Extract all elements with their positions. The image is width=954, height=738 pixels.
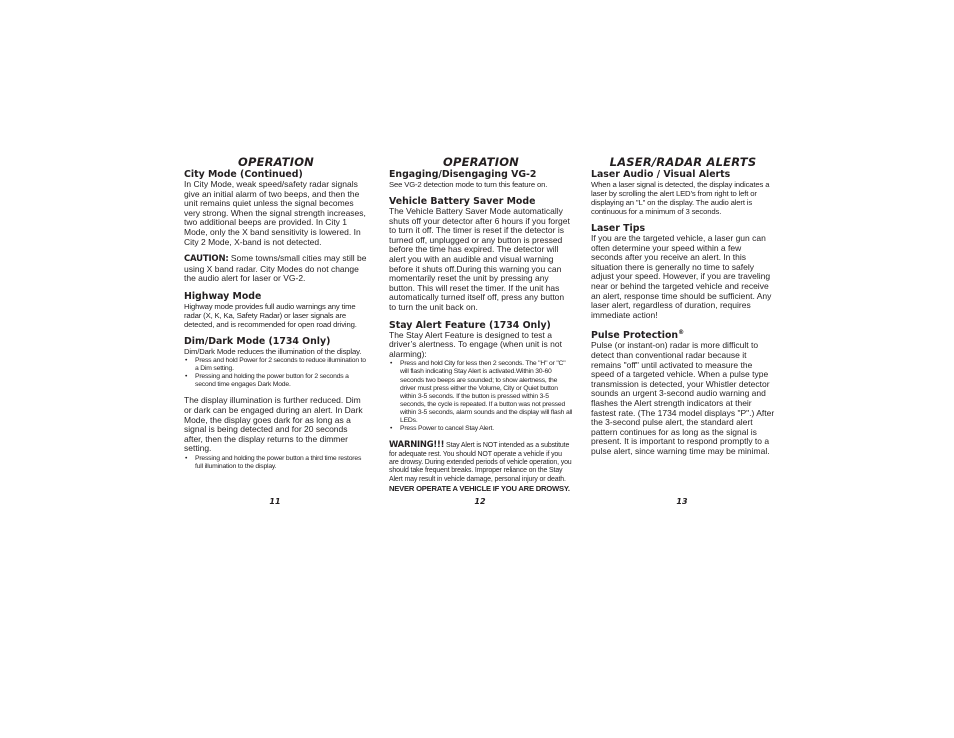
page-12-title: OPERATION bbox=[442, 155, 520, 169]
stay-alert-list bbox=[389, 360, 573, 433]
warning-label: WARNING!!! bbox=[389, 439, 445, 450]
vg2-heading: Engaging/Disengaging VG-2 bbox=[389, 169, 537, 180]
page-11-title: OPERATION bbox=[237, 155, 315, 169]
stay-alert-text: The Stay Alert Feature is designed to test a driver’s alertness. To engage (when unit is not alarming): bbox=[389, 329, 562, 359]
city-mode-text: In City Mode, weak speed/safety radar signals give an initial alarm of two beeps, and then the unit remains quiet unless the signal becomes very strong. When the signal strength increases, two additional beeps are provided. In City 1 Mode, only the X band sensitivity is lowered. In City 2 Mode, X-band is not detected. bbox=[184, 179, 366, 247]
list-item: • Press Power to cancel Stay Alert. bbox=[389, 425, 573, 433]
page-13-title: LASER/RADAR ALERTS bbox=[609, 155, 757, 169]
list-item: • Pressing and holding the power button for 2 seconds a second time engages Dark Mode. bbox=[184, 373, 368, 389]
list-item: • Pressing and holding the power button a third time restores full illumination to the display. bbox=[184, 455, 368, 471]
dim-mode-heading: Dim/Dark Mode (1734 Only) bbox=[184, 335, 331, 347]
warning-paragraph bbox=[389, 440, 573, 484]
illumination-text: The display illumination is further reduced. Dim or dark can be engaged during an alert. In Dark Mode, the display goes dark for as long as a signal is being detected and for 20 seconds after, then the display returns to the dimmer setting. bbox=[184, 395, 363, 454]
pulse-protection-heading bbox=[591, 327, 775, 341]
highway-mode-text: Highway mode provides full audio warnings any time radar (X, K, Ka, Safety Radar) or laser signals are detected, and is recommended for open road driving. bbox=[184, 301, 357, 329]
warning-text: Stay Alert is NOT intended as a substitute for adequate rest. You should NOT operate a vehicle if you are drowsy. During extended periods of vehicle operation, you should take frequent breaks. Improper reliance on the Stay Alert may result in vehicle damage, personal injury or death. bbox=[389, 442, 572, 483]
page-12-column bbox=[389, 156, 573, 493]
pulse-protection-label: Pulse Protection bbox=[591, 330, 679, 342]
battery-saver-text: The Vehicle Battery Saver Mode automatically shuts off your detector after 6 hours if you forget to turn it off. The timer is reset if the detector is turned off, unplugged or any button is pressed before the time has expired. The detector will alert you with an audible and visual warning before it shuts off.During this warning you can momentarily reset the unit by pressing any button. This will reset the timer. If the unit has automatically turned itself off, press any button to turn the unit back on. bbox=[389, 206, 570, 312]
vg2-text: See VG-2 detection mode to turn this feature on. bbox=[389, 180, 548, 189]
list-item: • Press and hold Power for 2 seconds to reduce illumination to a Dim setting. bbox=[184, 357, 368, 373]
dim-mode-text: Dim/Dark Mode reduces the illumination of the display. bbox=[184, 346, 362, 356]
caution-text: Some towns/small cities may still be using X band radar. City Modes do not change the audio alert for laser or VG-2. bbox=[184, 253, 367, 284]
page-number-13: 13 bbox=[676, 497, 688, 506]
registered-mark: ® bbox=[678, 329, 685, 337]
never-operate-warning: NEVER OPERATE A VEHICLE IF YOU ARE DROWSY. bbox=[389, 484, 570, 494]
battery-saver-heading: Vehicle Battery Saver Mode bbox=[389, 196, 536, 207]
page-number-11: 11 bbox=[269, 497, 281, 506]
caution-paragraph bbox=[184, 254, 368, 284]
city-mode-heading: City Mode (Continued) bbox=[184, 169, 303, 180]
dim-mode-list bbox=[184, 357, 368, 389]
page-number-12: 12 bbox=[474, 497, 486, 506]
caution-label: CAUTION: bbox=[184, 254, 229, 265]
highway-mode-heading: Highway Mode bbox=[184, 290, 262, 302]
laser-audio-text: When a laser signal is detected, the display indicates a laser by scrolling the alert LED’s from right to left or displaying an "L" on the display. The audio alert is continuous for a minimum of 3 seconds. bbox=[591, 180, 770, 216]
list-item: • Press and hold City for less then 2 seconds. The "H" or "C" will flash indicating Stay Alert is activated.Within 30-60 seconds two beeps are sounded; to show alertness, the driver must press either the Volume, City or Quiet button within 3-5 seconds. If the button is pressed within 3-5 seconds, the cycle is repeated. If a button was not pressed within 3-5 seconds, alarm sounds and the display will flash all LEDs. bbox=[389, 360, 573, 425]
laser-tips-heading: Laser Tips bbox=[591, 223, 646, 234]
pulse-protection-text: Pulse (or instant-on) radar is more difficult to detect than conventional radar because it remains "off" until activated to measure the speed of a targeted vehicle. When a pulse type transmission is detected, your Whistler detector sounds an urgent 3-second audio warning and flashes the Alert strength indicators at their fastest rate. (The 1734 model displays "P".) After the 3-second pulse alert, the standard alert pattern continues for as long as the signal is present. It is important to respond promptly to a pulse alert, since warning time may be minimal. bbox=[591, 340, 775, 456]
stay-alert-heading: Stay Alert Feature (1734 Only) bbox=[389, 319, 551, 331]
page-11-column bbox=[184, 156, 368, 478]
laser-tips-text: If you are the targeted vehicle, a laser gun can often determine your speed within a few seconds after you receive an alert. In this situation there is generally no time to safely adjust your speed. However, if you are traveling near or behind the targeted vehicle and receive an alert, response time should be sufficient. Any laser alert, regardless of duration, requires immediate action! bbox=[591, 233, 772, 320]
laser-audio-heading: Laser Audio / Visual Alerts bbox=[591, 169, 731, 180]
page-13-column bbox=[591, 156, 775, 464]
illumination-list bbox=[184, 455, 368, 471]
